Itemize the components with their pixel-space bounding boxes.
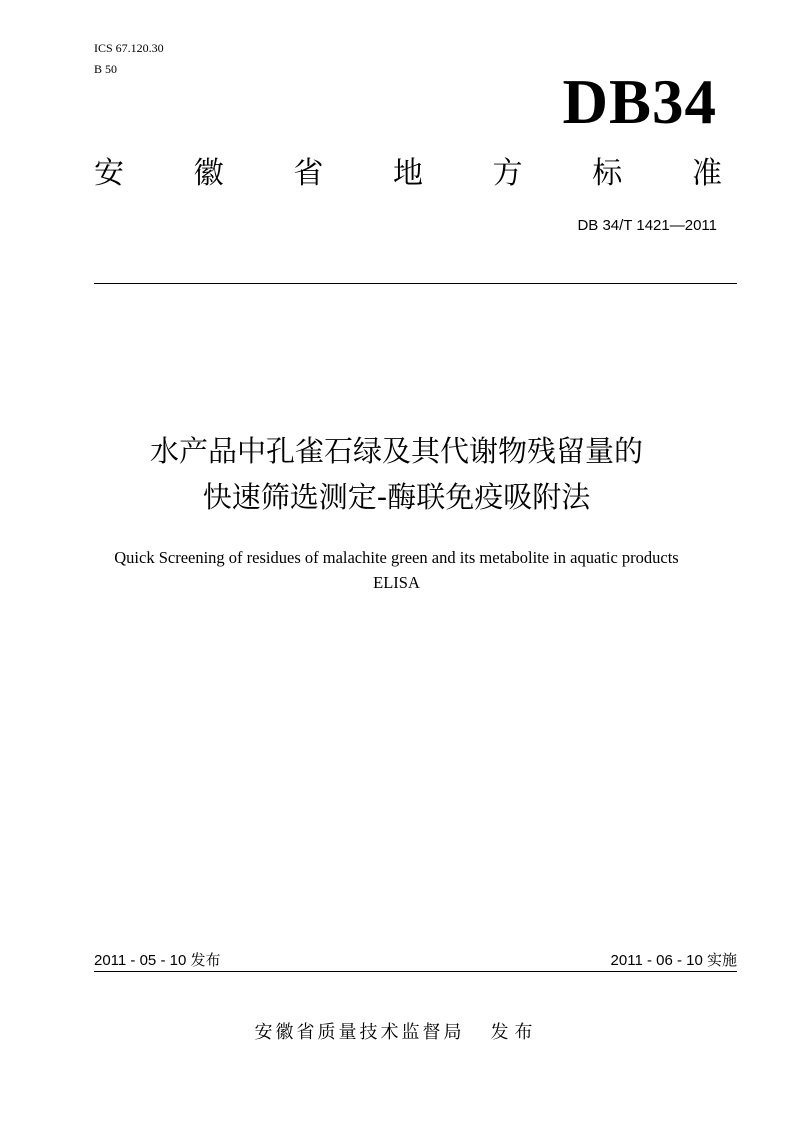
- db34-logo: DB34: [562, 67, 717, 137]
- standard-type-char: 准: [691, 156, 722, 191]
- ccs-code: B 50: [94, 62, 118, 76]
- english-title-line-1: Quick Screening of residues of malachite green and its metabolite in aquatic products: [114, 548, 679, 567]
- chinese-title-line-2: 快速筛选测定-酶联免疫吸附法: [202, 480, 591, 514]
- issuer-verb: 发布: [490, 1022, 539, 1043]
- standard-number: DB 34/T 1421—2011: [577, 217, 717, 234]
- standard-type-char: 徽: [193, 156, 224, 191]
- standard-type-char: 标: [592, 156, 623, 191]
- standard-type-heading: [94, 155, 722, 193]
- ics-code: ICS 67.120.30: [94, 41, 164, 55]
- english-title-line-2: ELISA: [373, 573, 420, 592]
- english-title: [0, 545, 793, 595]
- issuer-line: [0, 1020, 793, 1046]
- issue-date: 2011 - 05 - 10 发布: [94, 952, 221, 969]
- standard-type-char: 省: [293, 156, 324, 191]
- footer-divider: [94, 971, 737, 972]
- standard-type-char: 安: [94, 156, 124, 191]
- chinese-title: [0, 428, 793, 520]
- issuing-authority: 安徽省质量技术监督局: [254, 1022, 465, 1043]
- chinese-title-line-1: 水产品中孔雀石绿及其代谢物残留量的: [149, 434, 643, 468]
- standard-type-char: 地: [392, 156, 423, 191]
- date-row: [94, 950, 737, 972]
- standard-type-char: 方: [492, 156, 523, 191]
- header-divider: [94, 283, 737, 284]
- implement-date: 2011 - 06 - 10 实施: [610, 952, 737, 969]
